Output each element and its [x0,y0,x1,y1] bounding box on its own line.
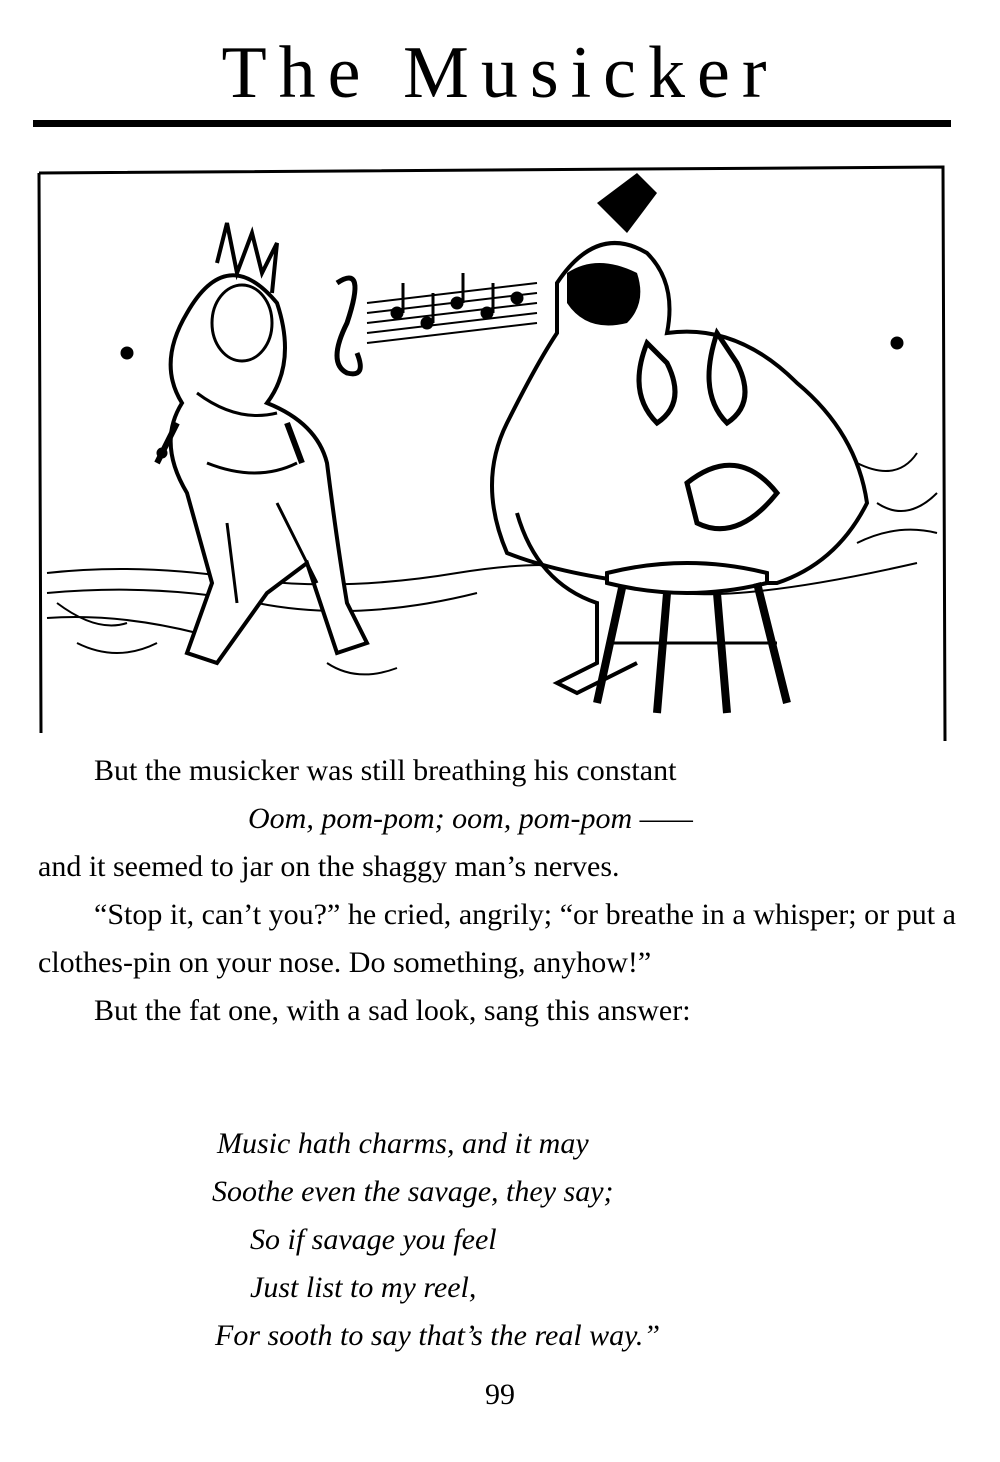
paragraph-2: and it seemed to jar on the shaggy man’s nerves. [38,850,620,883]
paragraph-3: “Stop it, can’t you?” he cried, angrily; “or breathe in a whisper; or put a clothes-pin on your nose. Do something, anyhow!” [38,898,956,979]
body-text-top [38,747,956,1035]
verse [0,1120,1000,1360]
verse-line-1: Music hath charms, and it may [217,1127,589,1160]
paragraph-1: But the musicker was still breathing his constant [94,754,677,787]
verse-line-3: So if savage you feel [250,1223,497,1256]
page-title: The Musicker [221,32,779,114]
paragraph-4: But the fat one, with a sad look, sang this answer: [94,994,691,1027]
verse-line-5: For sooth to say that’s the real way.” [215,1319,661,1352]
shaggy-man-figure [157,223,367,663]
chant-line: Oom, pom-pom; oom, pom-pom —— [248,802,693,835]
illustration [37,163,947,743]
verse-line-2: Soothe even the savage, they say; [212,1175,614,1208]
page-number: 99 [485,1378,515,1411]
verse-line-4: Just list to my reel, [250,1271,477,1304]
title-rule [33,120,951,127]
musicker-figure [492,173,867,713]
